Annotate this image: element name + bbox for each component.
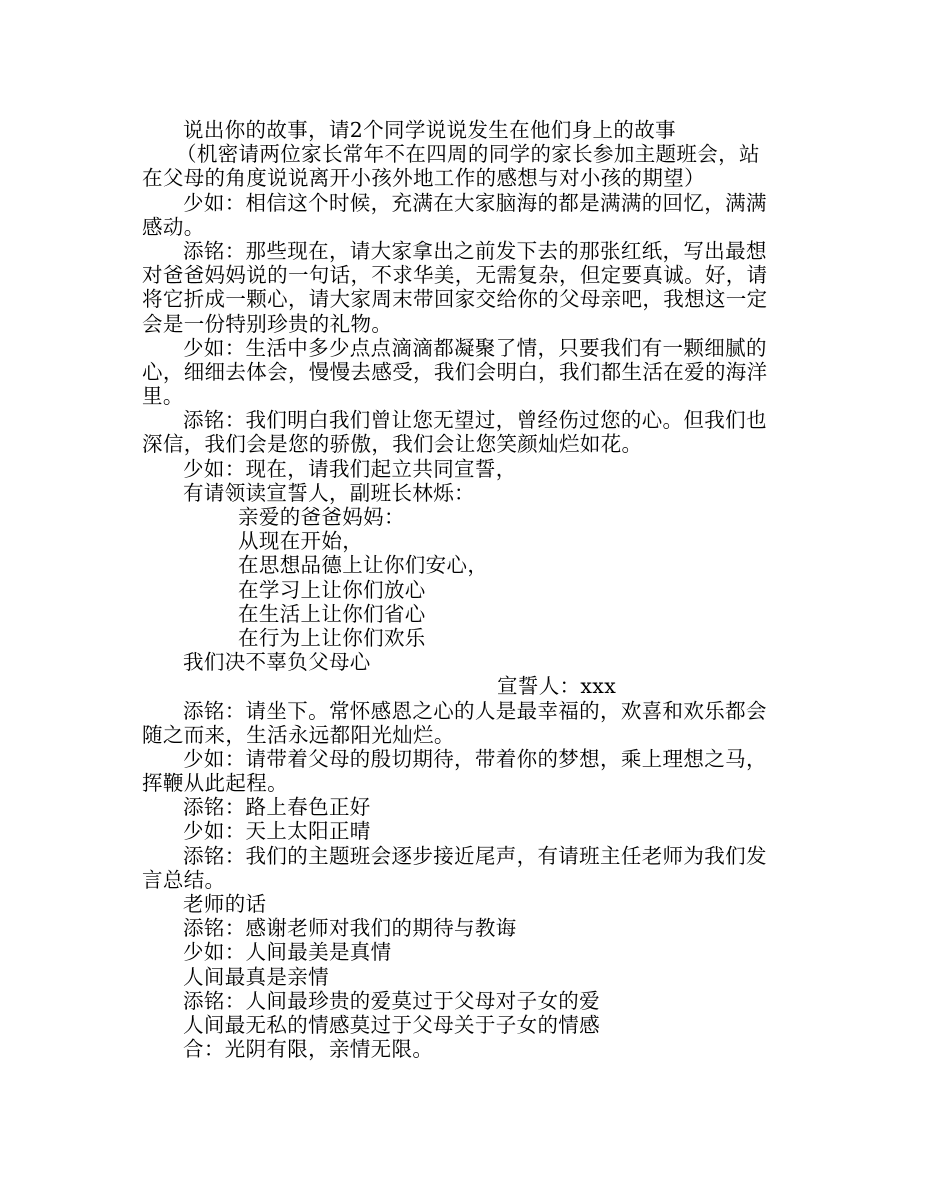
text-line: 将它折成一颗心，请大家周末带回家交给你的父母亲吧，我想这一定 bbox=[142, 287, 768, 312]
text-line: 人间最真是亲情 bbox=[183, 964, 329, 989]
text-line: 添铭：感谢老师对我们的期待与教诲 bbox=[183, 916, 517, 941]
text-line: 随之而来，生活永远都阳光灿烂。 bbox=[142, 722, 455, 747]
text-line: 言总结。 bbox=[142, 867, 226, 892]
text-line: 深信，我们会是您的骄傲，我们会让您笑颜灿烂如花。 bbox=[142, 432, 643, 457]
text-line: 里。 bbox=[142, 384, 184, 409]
text-line: 添铭：我们的主题班会逐步接近尾声，有请班主任老师为我们发 bbox=[183, 843, 767, 868]
oath-line: 在生活上让你们省心 bbox=[238, 601, 426, 626]
text-line: 少如：生活中多少点点滴滴都凝聚了情，只要我们有一颗细腻的 bbox=[183, 335, 767, 360]
oath-signature: 宣誓人：xxx bbox=[497, 674, 617, 699]
text-line: 添铭：人间最珍贵的爱莫过于父母对子女的爱 bbox=[183, 988, 600, 1013]
text-line: 少如：天上太阳正晴 bbox=[183, 819, 371, 844]
oath-line: 在行为上让你们欢乐 bbox=[238, 625, 426, 650]
text-line: （机密请两位家长常年不在四周的同学的家长参加主题班会，站 bbox=[176, 142, 760, 167]
text-line: 感动。 bbox=[142, 214, 205, 239]
text-line: 我们决不辜负父母心 bbox=[183, 650, 371, 675]
text-line: 少如：人间最美是真情 bbox=[183, 940, 392, 965]
text-line: 在父母的角度说说离开小孩外地工作的感想与对小孩的期望） bbox=[142, 166, 705, 191]
text-line: 说出你的故事，请2个同学说说发生在他们身上的故事 bbox=[183, 118, 676, 142]
text-line: 会是一份特别珍贵的礼物。 bbox=[142, 311, 393, 336]
text-line: 少如：相信这个时候，充满在大家脑海的都是满满的回忆，满满 bbox=[183, 190, 767, 215]
oath-line: 在学习上让你们放心 bbox=[238, 577, 426, 602]
oath-line: 亲爱的爸爸妈妈： bbox=[238, 505, 405, 529]
text-line: 老师的话 bbox=[183, 892, 267, 916]
document-page bbox=[142, 118, 818, 1061]
text-line: 添铭：那些现在，请大家拿出之前发下去的那张红纸，写出最想 bbox=[183, 238, 767, 263]
text-line: 心，细细去体会，慢慢去感受，我们会明白，我们都生活在爱的海洋 bbox=[142, 359, 768, 384]
text-line: 对爸爸妈妈说的一句话，不求华美，无需复杂，但定要真诚。好，请 bbox=[142, 263, 768, 288]
text-line: 少如：现在，请我们起立共同宣誓， bbox=[183, 456, 517, 481]
text-line: 添铭：我们明白我们曾让您无望过，曾经伤过您的心。但我们也 bbox=[183, 408, 767, 433]
oath-line: 从现在开始， bbox=[238, 529, 364, 554]
text-line: 挥鞭从此起程。 bbox=[142, 771, 288, 796]
text-line: 人间最无私的情感莫过于父母关于子女的情感 bbox=[183, 1012, 600, 1037]
oath-line: 在思想品德上让你们安心， bbox=[238, 553, 489, 578]
text-line: 合：光阴有限，亲情无限。 bbox=[183, 1037, 434, 1062]
text-line: 有请领读宣誓人，副班长林烁： bbox=[183, 480, 475, 505]
text-line: 添铭：请坐下。常怀感恩之心的人是最幸福的，欢喜和欢乐都会 bbox=[183, 698, 767, 723]
text-line: 添铭：路上春色正好 bbox=[183, 795, 371, 820]
text-line: 少如：请带着父母的殷切期待，带着你的梦想，乘上理想之马， bbox=[183, 746, 767, 771]
